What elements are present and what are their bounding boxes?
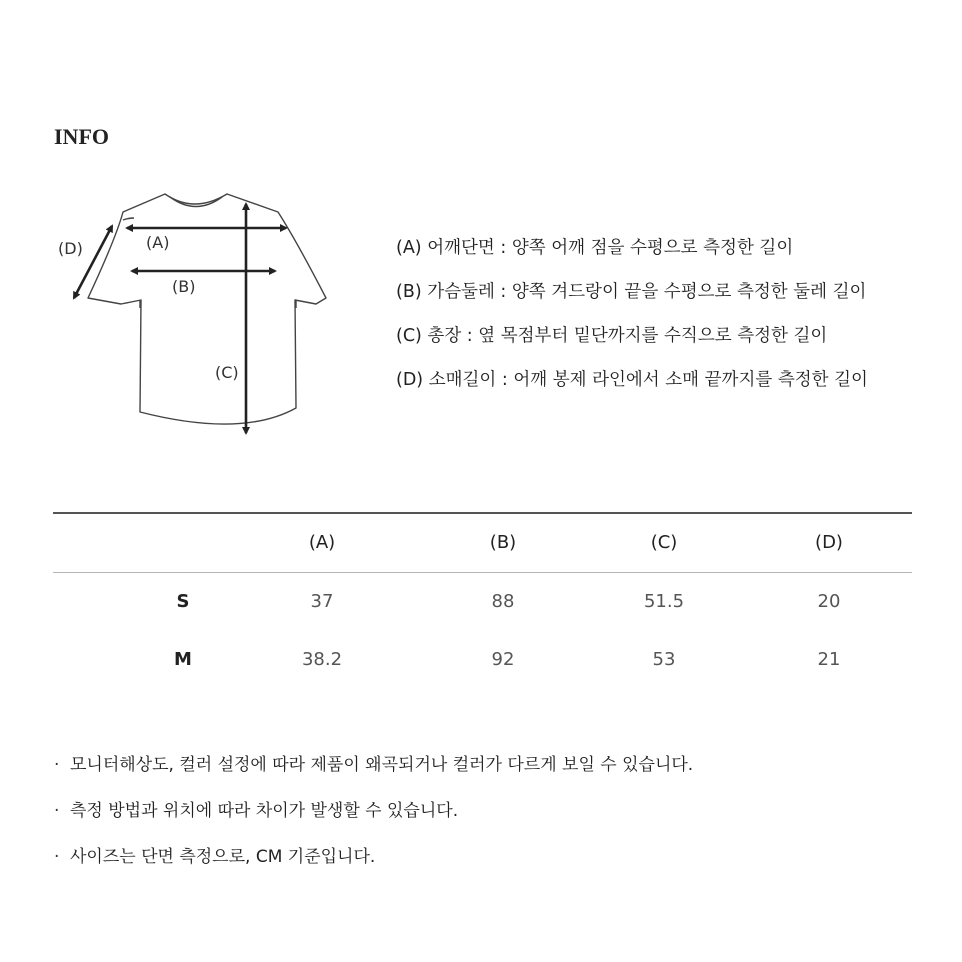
header-cell-d: (D) bbox=[815, 532, 843, 553]
note-text: 모니터해상도, 컬러 설정에 따라 제품이 왜곡되거나 컬러가 다르게 보일 수 있습니다. bbox=[70, 755, 694, 775]
note-item bbox=[54, 750, 693, 796]
measure-arrows bbox=[74, 204, 286, 433]
table-cell: 88 bbox=[491, 591, 515, 612]
table-cell: 37 bbox=[310, 591, 334, 612]
size-label: M bbox=[174, 649, 192, 670]
page-title: INFO bbox=[54, 124, 109, 149]
diagram-label-d: (D) bbox=[58, 239, 83, 258]
diagram-label-b: (B) bbox=[172, 277, 196, 296]
table-cell: 21 bbox=[817, 649, 841, 670]
diagram-label-a: (A) bbox=[146, 233, 170, 252]
legend-item-c: (C) 총장 : 옆 목점부터 밑단까지를 수직으로 측정한 길이 bbox=[396, 326, 828, 346]
table-cell: 38.2 bbox=[301, 649, 343, 670]
bullet: · bbox=[54, 801, 60, 821]
legend-item-b: (B) 가슴둘레 : 양쪽 겨드랑이 끝을 수평으로 측정한 둘레 길이 bbox=[396, 282, 867, 302]
note-item bbox=[54, 842, 693, 888]
table-cell: 92 bbox=[491, 649, 515, 670]
size-table bbox=[53, 512, 912, 689]
table-cell: 51.5 bbox=[643, 591, 685, 612]
diagram-label-c: (C) bbox=[215, 363, 239, 382]
size-label: S bbox=[176, 591, 190, 612]
table-header-row bbox=[53, 514, 912, 572]
header-cell-a: (A) bbox=[308, 532, 336, 553]
table-cell: 20 bbox=[817, 591, 841, 612]
legend-item-a: (A) 어깨단면 : 양쪽 어깨 점을 수평으로 측정한 길이 bbox=[396, 238, 794, 258]
table-row bbox=[53, 631, 912, 689]
bullet: · bbox=[54, 755, 60, 775]
measurement-legend bbox=[396, 234, 868, 410]
table-row bbox=[53, 573, 912, 631]
bullet: · bbox=[54, 847, 60, 867]
note-text: 사이즈는 단면 측정으로, CM 기준입니다. bbox=[70, 847, 376, 867]
note-text: 측정 방법과 위치에 따라 차이가 발생할 수 있습니다. bbox=[70, 801, 459, 821]
header-cell-c: (C) bbox=[650, 532, 678, 553]
header-cell-b: (B) bbox=[489, 532, 517, 553]
tshirt-measure-diagram bbox=[50, 180, 340, 440]
note-item bbox=[54, 796, 693, 842]
table-cell: 53 bbox=[652, 649, 676, 670]
legend-item-d: (D) 소매길이 : 어깨 봉제 라인에서 소매 끝까지를 측정한 길이 bbox=[396, 370, 868, 390]
notes-list bbox=[54, 750, 693, 888]
